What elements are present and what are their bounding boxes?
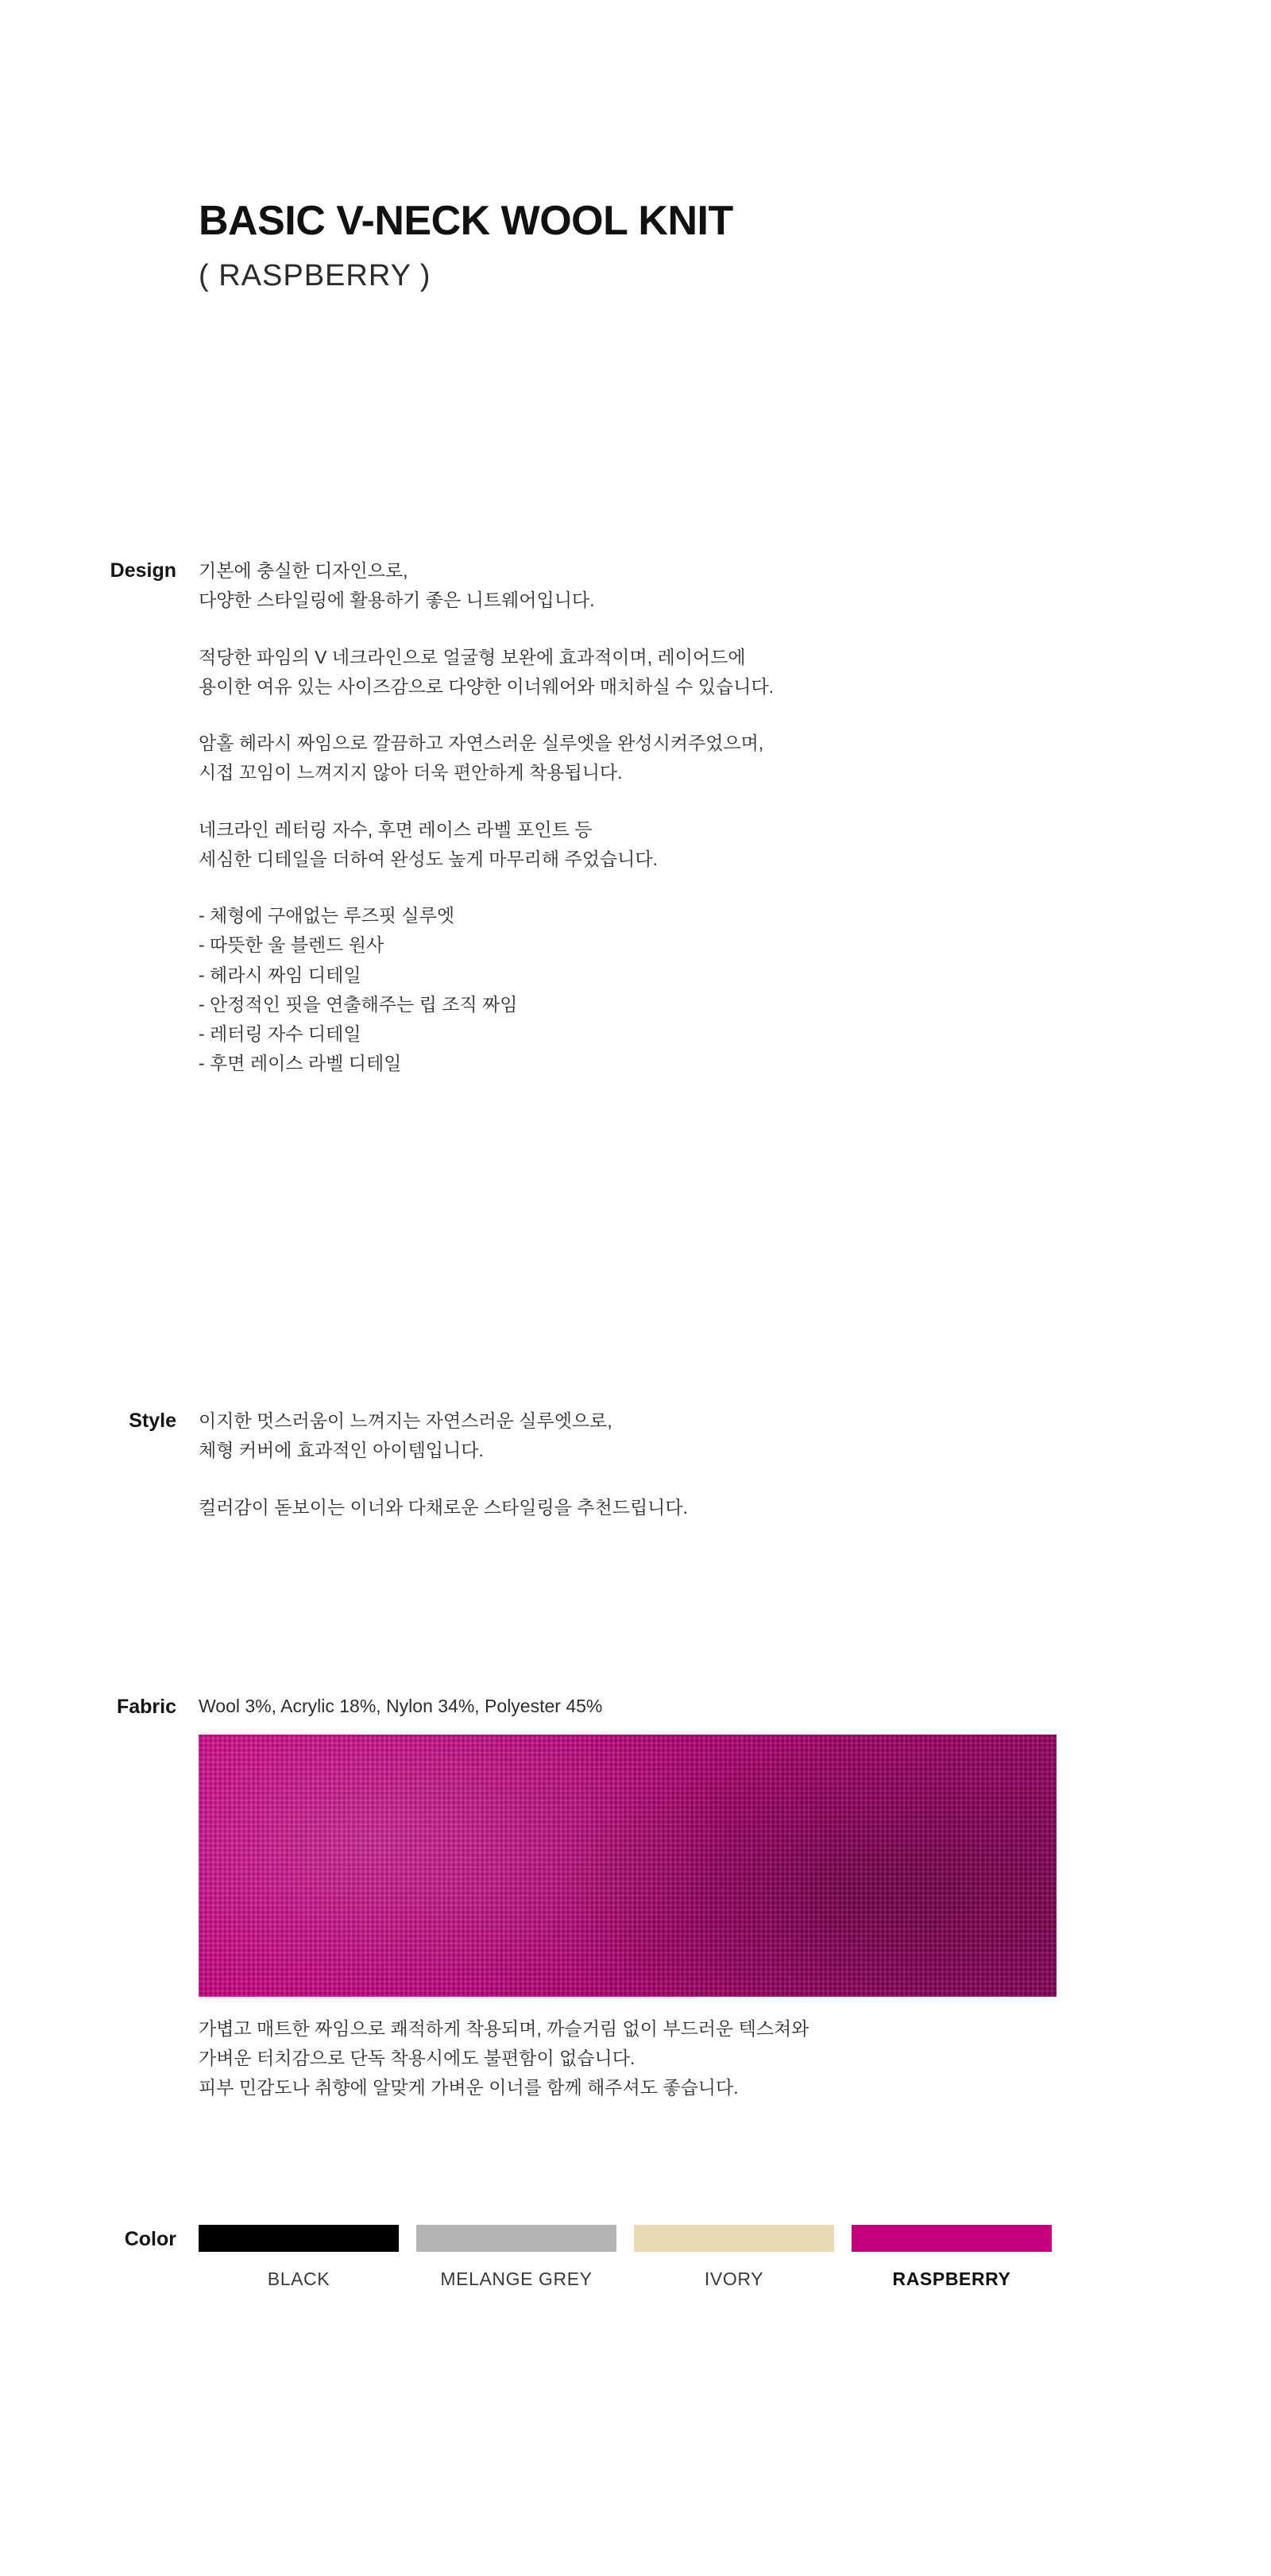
- page-subtitle: ( RASPBERRY ): [199, 259, 431, 293]
- color-label-black: BLACK: [267, 2269, 330, 2289]
- color-option-ivory[interactable]: [634, 2225, 834, 2294]
- color-chip-raspberry[interactable]: [852, 2225, 1052, 2252]
- color-section-body: [199, 2225, 1052, 2294]
- color-section: [71, 2225, 1200, 2294]
- color-swatch-row: [199, 2225, 1052, 2294]
- color-chip-melange-grey[interactable]: [416, 2225, 616, 2252]
- fabric-swatch-image: [199, 1735, 1057, 1997]
- design-p4-line1: 네크라인 레터링 자수, 후면 레이스 라벨 포인트 등: [199, 818, 593, 840]
- fabric-note-line1: 가볍고 매트한 짜임으로 쾌적하게 착용되며, 까슬거림 없이 부드러운 텍스쳐와: [199, 2017, 809, 2039]
- design-paragraph-1: [199, 556, 774, 616]
- color-chip-ivory[interactable]: [634, 2225, 834, 2252]
- list-item: - 안정적인 핏을 연출해주는 립 조직 짜임: [199, 993, 518, 1015]
- design-feature-list: [199, 901, 774, 1079]
- style-p2-line1: 컬러감이 돋보이는 이너와 다채로운 스타일링을 추천드립니다.: [199, 1496, 689, 1518]
- color-section-label: Color: [124, 2228, 176, 2250]
- style-section-label: Style: [129, 1410, 176, 1432]
- page-title: BASIC V-NECK WOOL KNIT: [199, 198, 733, 244]
- fabric-section: [71, 1692, 1200, 2102]
- style-p1-line1: 이지한 멋스러움이 느껴지는 자연스러운 실루엣으로,: [199, 1410, 612, 1431]
- fabric-note-line3: 피부 민감도나 취향에 알맞게 가벼운 이너를 함께 해주셔도 좋습니다.: [199, 2077, 739, 2098]
- fabric-knit-texture: [199, 1735, 1057, 1997]
- color-option-black[interactable]: [199, 2225, 399, 2294]
- color-option-raspberry[interactable]: [852, 2225, 1052, 2294]
- design-section-label: Design: [110, 559, 176, 582]
- design-paragraph-4: [199, 815, 774, 875]
- list-item: - 헤라시 짜임 디테일: [199, 964, 361, 985]
- color-chip-black[interactable]: [199, 2225, 399, 2252]
- design-paragraph-3: [199, 729, 774, 788]
- style-section-body: [199, 1406, 688, 1522]
- design-p1-line1: 기본에 충실한 디자인으로,: [199, 560, 408, 581]
- fabric-section-label: Fabric: [116, 1696, 176, 1718]
- style-section: [71, 1406, 1200, 1522]
- list-item: - 체형에 구애없는 루즈핏 실루엣: [199, 905, 455, 926]
- style-p1-line2: 체형 커버에 효과적인 아이템입니다.: [199, 1440, 484, 1461]
- color-label-ivory: IVORY: [704, 2269, 764, 2289]
- list-item: - 따뜻한 울 블렌드 원사: [199, 934, 384, 956]
- design-section: [71, 556, 1200, 1079]
- style-paragraph-2: [199, 1493, 688, 1522]
- color-label-raspberry: RASPBERRY: [892, 2269, 1011, 2289]
- design-p4-line2: 세심한 디테일을 더하여 완성도 높게 마무리해 주었습니다.: [199, 848, 658, 869]
- fabric-section-body: [199, 1692, 1057, 2102]
- list-item: - 레터링 자수 디테일: [199, 1023, 361, 1044]
- fabric-note-line2: 가벼운 터치감으로 단독 착용시에도 불편함이 없습니다.: [199, 2047, 636, 2068]
- design-paragraph-2: [199, 643, 774, 702]
- design-p3-line2: 시접 꼬임이 느껴지지 않아 더욱 편안하게 착용됩니다.: [199, 762, 623, 783]
- fabric-note: [199, 2014, 1057, 2103]
- list-item: - 후면 레이스 라벨 디테일: [199, 1053, 402, 1074]
- color-label-melange-grey: MELANGE GREY: [440, 2269, 593, 2289]
- color-option-melange-grey[interactable]: [416, 2225, 616, 2294]
- fabric-composition: Wool 3%, Acrylic 18%, Nylon 34%, Polyester 45%: [199, 1696, 603, 1716]
- design-section-body: [199, 556, 774, 1079]
- design-p2-line1: 적당한 파임의 V 네크라인으로 얼굴형 보완에 효과적이며, 레이어드에: [199, 646, 746, 667]
- style-paragraph-1: [199, 1406, 688, 1466]
- design-p3-line1: 암홀 헤라시 짜임으로 깔끔하고 자연스러운 실루엣을 완성시켜주었으며,: [199, 733, 764, 753]
- design-p1-line2: 다양한 스타일링에 활용하기 좋은 니트웨어입니다.: [199, 590, 595, 611]
- design-p2-line2: 용이한 여유 있는 사이즈감으로 다양한 이너웨어와 매치하실 수 있습니다.: [199, 675, 775, 697]
- page-title-block: [199, 199, 733, 297]
